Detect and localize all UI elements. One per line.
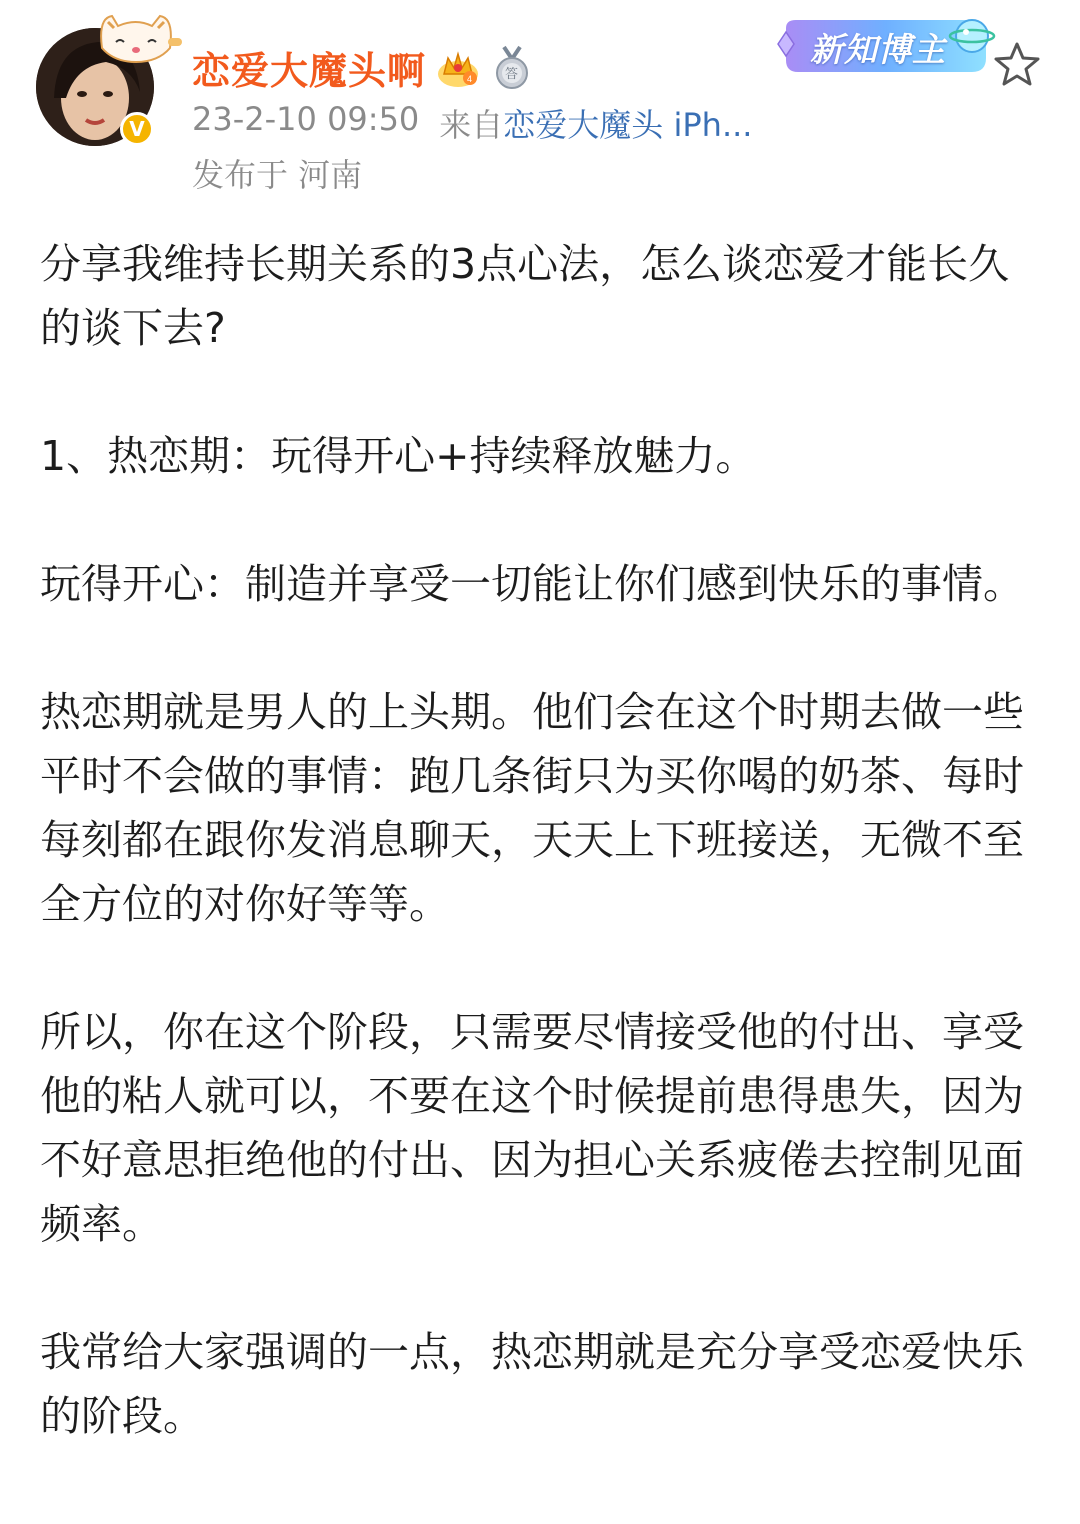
post-paragraph: 热恋期就是男人的上头期。他们会在这个时期去做一些平时不会做的事情：跑几条街只为买你喝的奶茶、每时每刻都在跟你发消息聊天，天天上下班接送，无微不至全方位的对你好等等。	[40, 688, 1024, 928]
username[interactable]: 恋爱大魔头啊	[192, 49, 427, 93]
post-meta	[192, 100, 752, 146]
crown-icon[interactable]	[436, 48, 480, 88]
blogger-badge[interactable]	[776, 14, 1000, 78]
verified-badge: V	[120, 112, 154, 146]
post-paragraph: 我常给大家强调的一点，热恋期就是充分享受恋爱快乐的阶段。	[40, 1328, 1024, 1440]
post-paragraph: 玩得开心：制造并享受一切能让你们感到快乐的事情。	[40, 560, 1024, 608]
svg-text:4: 4	[467, 73, 473, 84]
post-source	[439, 100, 752, 146]
star-icon[interactable]	[990, 40, 1044, 90]
username-row	[192, 40, 532, 95]
post-content	[40, 232, 1040, 1512]
cat-sticker-icon	[88, 8, 184, 64]
medal-icon[interactable]	[492, 45, 532, 91]
post-location: 发布于 河南	[192, 156, 363, 194]
blogger-badge-label: 新知博主	[810, 30, 946, 69]
post-header	[0, 0, 1080, 200]
post-paragraph: 所以，你在这个阶段，只需要尽情接受他的付出、享受他的粘人就可以，不要在这个时候提前患得患失，因为不好意思拒绝他的付出、因为担心关系疲倦去控制见面频率。	[40, 1008, 1024, 1248]
svg-text:答: 答	[505, 66, 519, 82]
avatar-container[interactable]	[36, 28, 158, 150]
post-paragraph: 分享我维持长期关系的3点心法，怎么谈恋爱才能长久的谈下去?	[40, 240, 1010, 352]
source-prefix: 来自	[439, 106, 504, 144]
post-timestamp: 23-2-10 09:50	[192, 100, 420, 138]
post-paragraph: 1、热恋期：玩得开心+持续释放魅力。	[40, 432, 757, 480]
source-link[interactable]: 恋爱大魔头 iPh...	[503, 106, 753, 144]
